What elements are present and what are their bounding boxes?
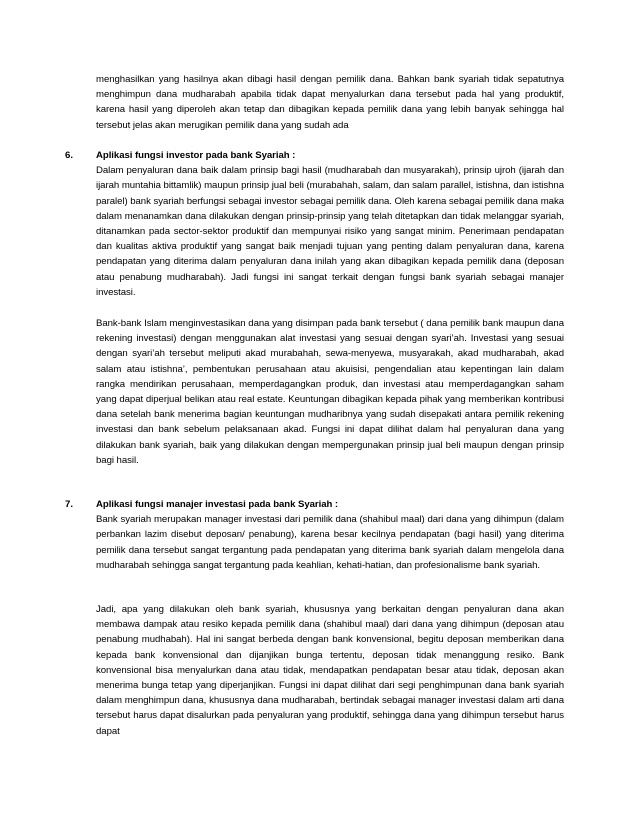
section-7-paragraph-1: Bank syariah merupakan manager investasi dari pemilik dana (shahibul maal) dari dana yang dihimpun (dalam perbankan lazim disebut deposan/ penabung), karena besar kecilnya pendapatan (bagi hasil) yang diterima pemilik dana tersebut sangat tergantung pada pendapatan yang diterima bank syariah dalam mengelola dana mudharabah sehingga sangat tergantung pada keahlian, kehati-hatian, dan profesionalisme bank syariah.: [96, 514, 564, 571]
section-6: [96, 148, 564, 300]
section-7: [96, 497, 564, 573]
section-7-heading: Aplikasi fungsi manajer investasi pada bank Syariah :: [96, 499, 339, 510]
section-6-paragraph-2: Bank-bank Islam menginvestasikan dana yang disimpan pada bank tersebut ( dana pemilik bank maupun dana rekening investasi) dengan menggunakan alat investasi yang sesuai dengan syari’ah. Investasi yang sesuai dengan syari’ah tersebut meliputi akad murabahah, sewa-menyewa, musyarakah, akad mudharabah, akad salam atau istishna’, pembentukan perusahaan atau akuisisi, pengendalian atau kepentingan lain dalam rangka mendirikan perusahaan, memperdagangkan produk, dan investasi atau memperdagangkan saham yang dapat diperjual belikan atau real estate. Keuntungan dibagikan kepada pihak yang memberikan kontribusi dana setelah bank menerima bagian keuntungan mudharibnya yang sudah disepakati antara pemilik rekening investasi dan bank sebelum pelaksanaan akad. Fungsi ini dapat dilihat dalam hal penyaluran dana yang dilakukan bank syariah, baik yang dilakukan dengan mempergunakan prinsip jual beli maupun dengan prinsip bagi hasil.: [96, 318, 564, 466]
section-6-number: 6.: [65, 150, 74, 161]
intro-paragraph: menghasilkan yang hasilnya akan dibagi hasil dengan pemilik dana. Bahkan bank syariah tidak sepatutnya menghimpun dana mudharabah apabila tidak dapat menyalurkan dana tersebut pada hal yang produktif, karena hasil yang diperoleh akan tetap dan dibagikan kepada pemilik dana yang lebih banyak sehingga hal tersebut jelas akan merugikan pemilik dana yang sudah ada: [96, 74, 564, 131]
section-6-paragraph-1: Dalam penyaluran dana baik dalam prinsip bagi hasil (mudharabah dan musyarakah), prinsip ujroh (ijarah dan ijarah muntahia bittamlik) maupun prinsip jual beli (murabahah, salam, dan salam parallel, istishna, dan istishna paralel) bank syariah berfungsi sebagai investor sebagai pemilik dana. Oleh karena sebagai pemilik dana maka dalam menanamkan dana dilakukan dengan prinsip-prinsip yang telah ditetapkan dan tidak melanggar syariah, ditanamkan pada sector-sektor produktif dan mempunyai risiko yang sangat minim. Penerimaan pendapatan dan kualitas aktiva produktif yang sangat baik menjadi tujuan yang penting dalam penyaluran dana, karena pendapatan yang diterima dalam penyaluran dana inilah yang akan dibagikan kepada pemilik dana (deposan atau penabung mudharabah). Jadi fungsi ini sangat terkait dengan fungsi bank syariah sebagai manajer investasi.: [96, 165, 564, 298]
section-7-number: 7.: [65, 499, 74, 510]
section-7-paragraph-2: Jadi, apa yang dilakukan oleh bank syariah, khususnya yang berkaitan dengan penyaluran dana akan membawa dampak atau resiko kepada pemilik dana (shahibul maal) dari dana yang dihimpun (deposan atau penabung mudhabah). Hal ini sangat berbeda dengan bank konvensional, begitu deposan memberikan dana kepada bank konvensional dan dijanjikan bunga tertentu, deposan tidak menanggung resiko. Bank konvensional bisa menyalurkan dana atau tidak, mendapatkan pendapatan besar atau tidak, deposan akan menerima bunga tetap yang diperjanjikan. Fungsi ini dapat dilihat dari segi penghimpunan dana bank syariah dalam menghimpun dana, khususnya dana mudharabah, bertindak sebagai manager investasi dalam arti dana tersebut harus dapat disalurkan pada penyaluran yang produktif, sehingga dana yang dihimpun tersebut harus dapat: [96, 604, 564, 737]
section-6-heading: Aplikasi fungsi investor pada bank Syariah :: [96, 150, 296, 161]
